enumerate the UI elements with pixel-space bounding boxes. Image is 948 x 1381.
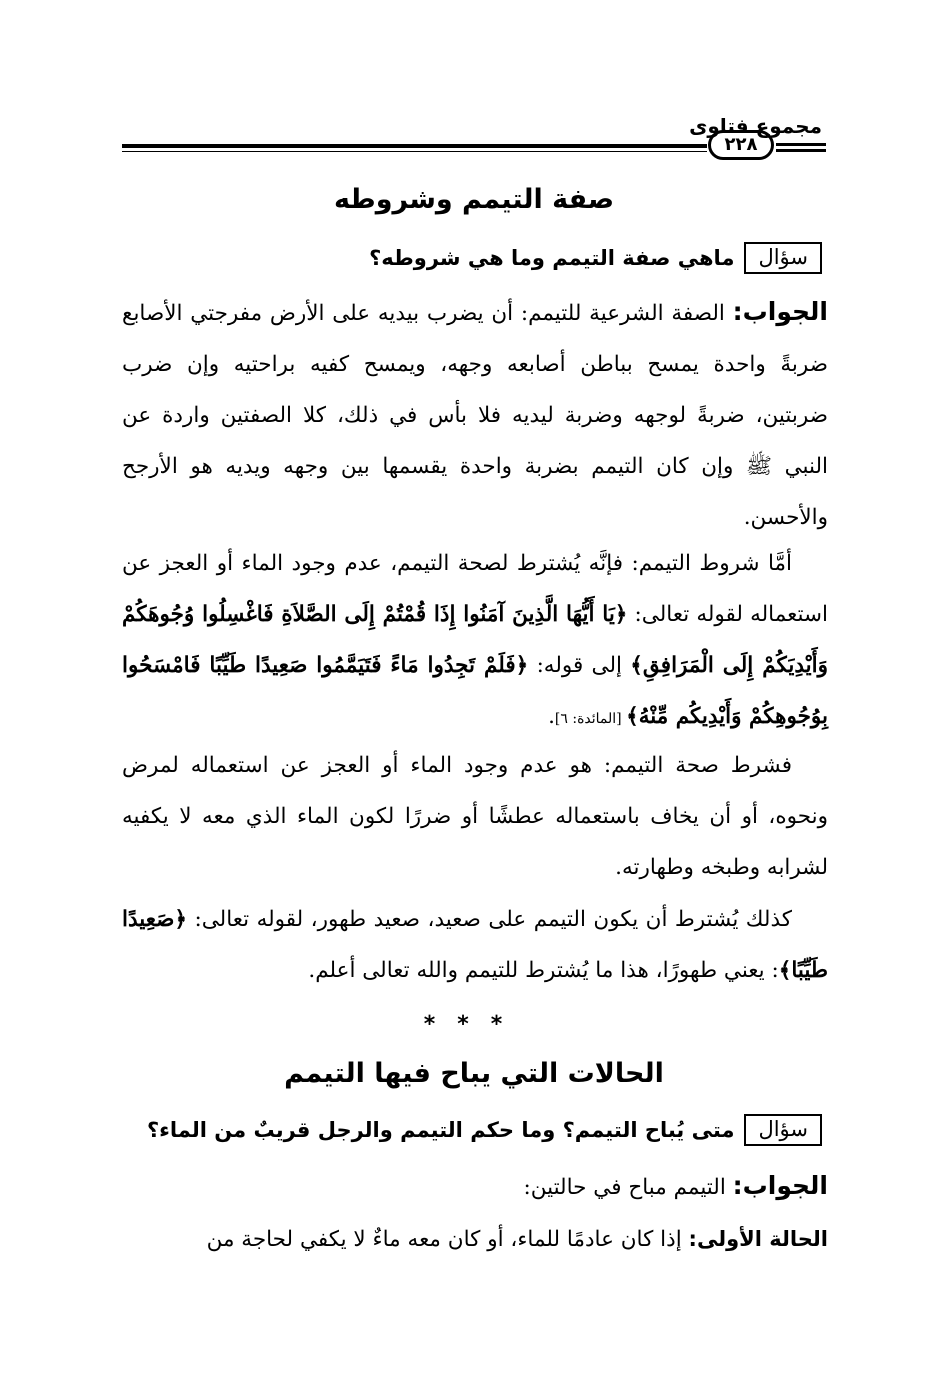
purity-intro: كذلك يُشترط أن يكون التيمم على صعيد، صعيد طهور، لقوله تعالى: <box>186 907 792 932</box>
purity-paragraph <box>122 894 828 996</box>
purity-end: : يعني طهورًا، هذا ما يُشترط للتيمم والله تعالى أعلم. <box>308 958 779 983</box>
section-separator: *** <box>423 1012 525 1037</box>
verse-reference: [المائدة: ٦] <box>554 711 627 727</box>
quran-verse: ﴿فَلَمْ تَجِدُوا مَاءً فَتَيَمَّمُوا صَعِيدًا طَيِّبًا فَامْسَحُوا بِوُجُوهِكُمْ وَأَيْدِيكُم مِّنْهُ﴾ <box>122 653 828 729</box>
answer-text: الصفة الشرعية للتيمم: أن يضرب بيديه على الأرض مفرجتي الأصابع ضربةً واحدة يمسح بباطن أصابعه وجهه، ويمسح كفيه براحتيه وإن ضرب ضربتين، ضربةً لوجهه وضربة ليديه فلا بأس في ذلك، كلا الصفتين واردة عن النبي ﷺ وإن كان التيمم بضربة واحدة يقسمها بين وجهه ويديه هو الأرجح والأحسن. <box>122 301 828 530</box>
running-title: مجموع فتاوى <box>689 114 822 138</box>
quran-verse: ﴿يَا أَيُّهَا الَّذِينَ آمَنُوا إِذَا قُمْتُمْ إِلَى الصَّلاَةِ فَاغْسِلُوا وُجُوهَكُمْ وَأَيْدِيَكُمْ إِلَى الْمَرَافِقِ﴾ <box>122 602 828 678</box>
question-text: ماهي صفة التيمم وما هي شروطه؟ <box>369 246 735 270</box>
conditions-paragraph <box>122 538 828 745</box>
conditions-intro: أمَّا شروط التيمم: فإنَّه يُشترط لصحة التيمم، عدم وجود الماء أو العجز عن استعماله لقوله تعالى: <box>122 551 828 627</box>
quran-verse: ﴿صَعِيدًا طَيِّبًا﴾ <box>122 907 828 983</box>
answer-label: الجواب: <box>732 297 828 326</box>
case-paragraph <box>122 1214 828 1265</box>
answer-text: التيمم مباح في حالتين: <box>523 1175 733 1200</box>
header-rule-thick <box>122 144 707 148</box>
question-label-box: سؤال <box>744 1114 822 1146</box>
question-line <box>147 1114 822 1146</box>
answer-paragraph <box>122 286 828 543</box>
conditions-mid: إلى قوله: <box>528 653 631 678</box>
question-label-box: سؤال <box>744 242 822 274</box>
section-title: الحالات التي يباح فيها التيمم <box>284 1058 664 1089</box>
header-rule-short-bottom <box>776 149 826 152</box>
section-title: صفة التيمم وشروطه <box>333 184 615 215</box>
case-label: الحالة الأولى: <box>688 1227 828 1251</box>
page-number: ٢٢٨ <box>708 130 774 160</box>
validity-paragraph: فشرط صحة التيمم: هو عدم وجود الماء أو العجز عن استعماله لمرض ونحوه، أو أن يخاف باستعماله عطشًا أو ضررًا لكون الماء الذي معه لا يكفيه لشرابه وطبخه وطهارته. <box>122 753 828 880</box>
question-line <box>369 242 822 274</box>
header-rule-short-top <box>776 143 826 146</box>
answer-paragraph <box>122 1160 828 1213</box>
question-text: متى يُباح التيمم؟ وما حكم التيمم والرجل قريبٌ من الماء؟ <box>146 1118 735 1142</box>
case-text: إذا كان عادمًا للماء، أو كان معه ماءٌ لا يكفي لحاجة من <box>206 1227 689 1252</box>
answer-label: الجواب: <box>732 1171 828 1200</box>
header-rule-thin <box>122 151 707 152</box>
conditions-end: . <box>548 704 555 729</box>
